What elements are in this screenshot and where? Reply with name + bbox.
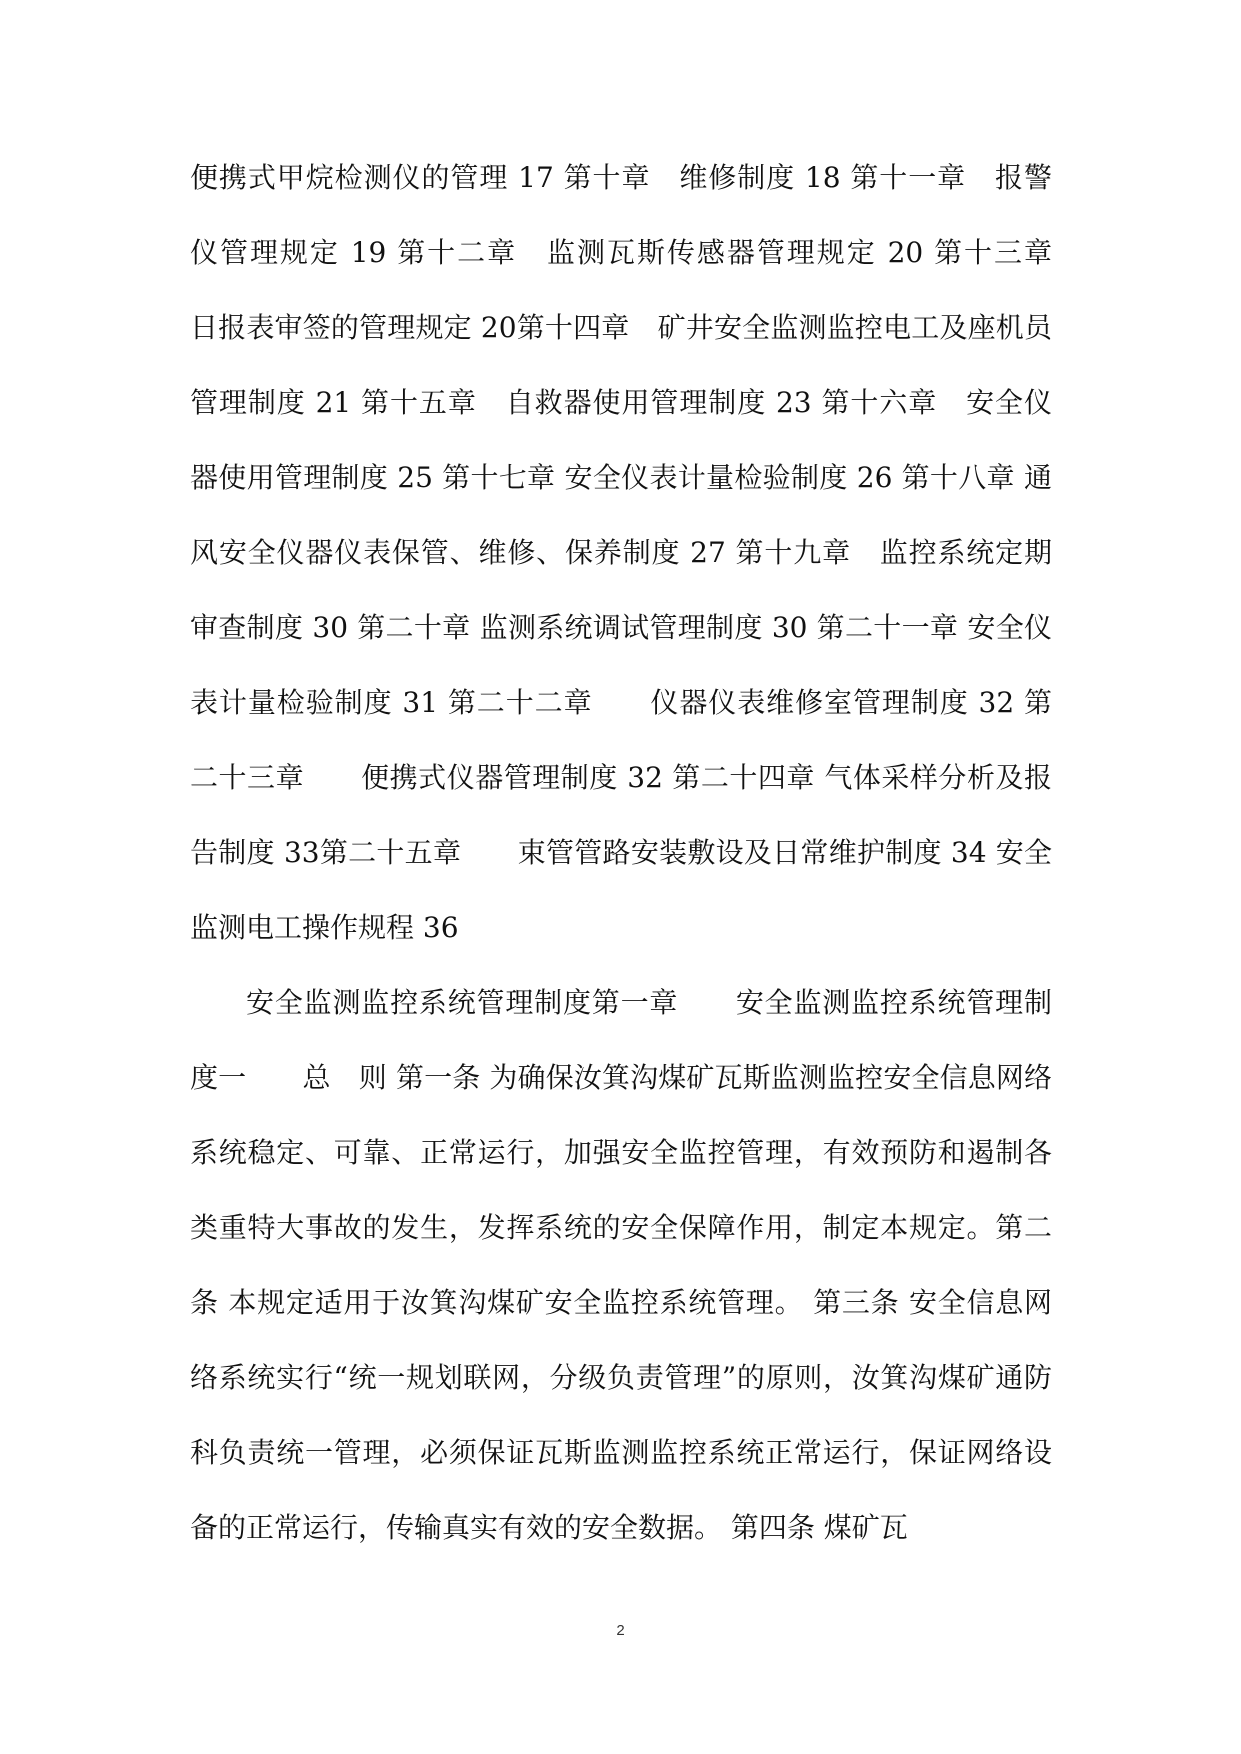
document-content <box>190 140 1081 1565</box>
table-of-contents-paragraph: 便携式甲烷检测仪的管理 17 第十章 维修制度 18 第十一章 报警仪管理规定 19 第十二章 监测瓦斯传感器管理规定 20 第十三章 日报表审签的管理规定 20第十四章 矿井安全监测监控电工及座机员管理制度 21 第十五章 自救器使用管理制度 23 第十六章 安全仪器使用管理制度 25 第十七章 安全仪表计量检验制度 26 第十八章 通风安全仪器仪表保管、维修、保养制度 27 第十九章 监控系统定期审查制度 30 第二十章 监测系统调试管理制度 30 第二十一章 安全仪表计量检验制度 31 第二十二章 仪器仪表维修室管理制度 32 第二十三章 便携式仪器管理制度 32 第二十四章 气体采样分析及报告制度 33第二十五章 束管管路安装敷设及日常维护制度 34 安全监测电工操作规程 36 <box>190 161 1081 944</box>
page-number: 2 <box>616 1622 625 1639</box>
body-paragraph: 安全监测监控系统管理制度第一章 安全监测监控系统管理制度一 总 则 第一条 为确保汝箕沟煤矿瓦斯监测监控安全信息网络系统稳定、可靠、正常运行，加强安全监控管理，有效预防和遏制各类重特大事故的发生，发挥系统的安全保障作用，制定本规定。第二条 本规定适用于汝箕沟煤矿安全监控系统管理。 第三条 安全信息网络系统实行“统一规划联网，分级负责管理”的原则，汝箕沟煤矿通防科负责统一管理，必须保证瓦斯监测监控系统正常运行，保证网络设备的正常运行，传输真实有效的安全数据。 第四条 煤矿瓦 <box>190 986 1052 1544</box>
